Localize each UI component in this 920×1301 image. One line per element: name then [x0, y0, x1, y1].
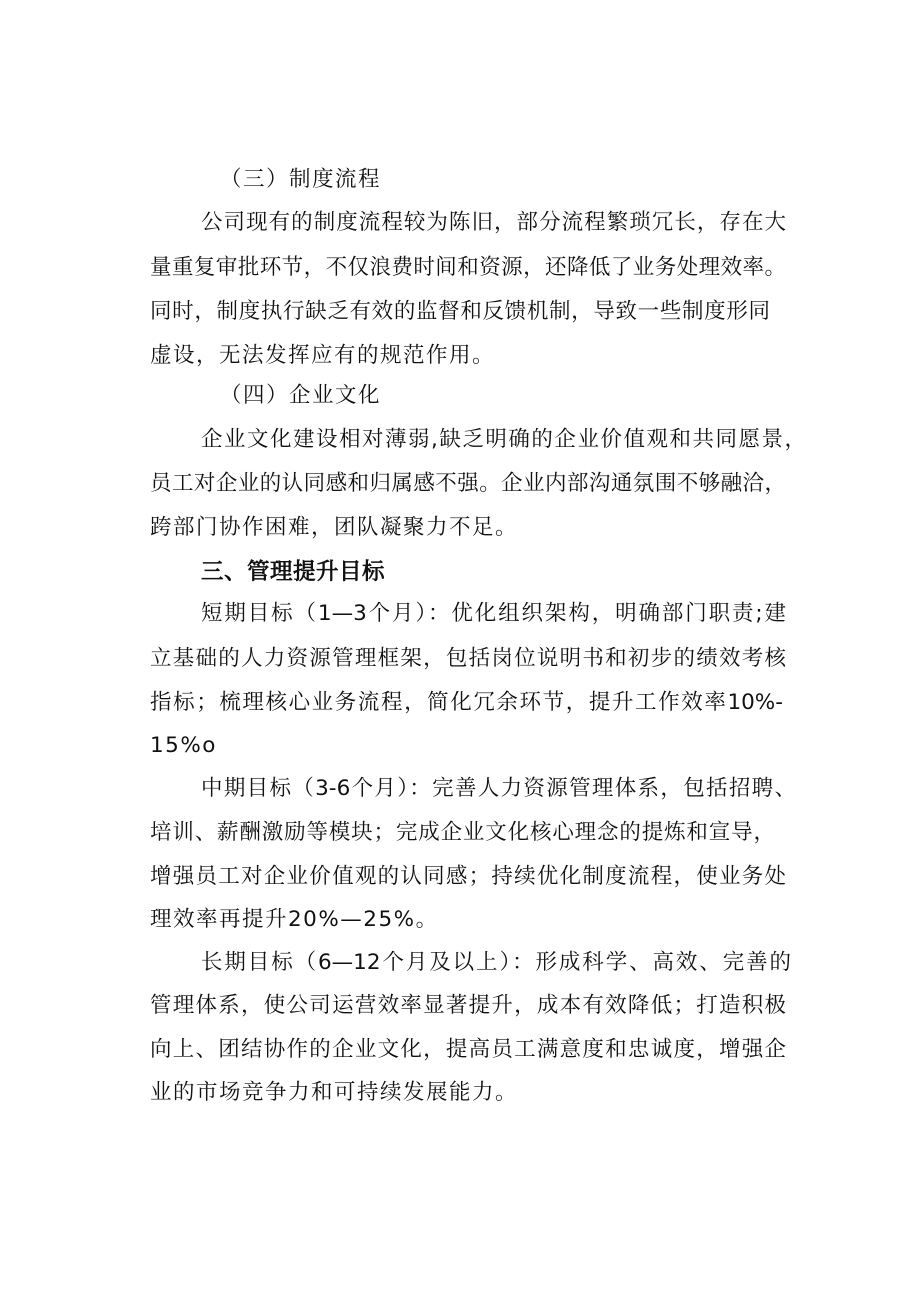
paragraph-line: 员工对企业的认同感和归属感不强。企业内部沟通氛围不够融洽， — [150, 471, 786, 496]
section-heading-culture: （四）企业文化 — [220, 383, 382, 408]
paragraph-line: 同时，制度执行缺乏有效的监督和反馈机制，导致一些制度形同 — [150, 299, 770, 324]
mid-term-line: 中期目标（3-6个月）：完善人力资源管理体系，包括招聘、 — [201, 776, 796, 801]
short-term-line: 15%o — [150, 733, 217, 758]
part-title: 三、管理提升目标 — [201, 559, 386, 585]
paragraph-line: 公司现有的制度流程较为陈旧，部分流程繁琐冗长，存在大 — [201, 210, 786, 235]
mid-term-line: 增强员工对企业价值观的认同感；持续优化制度流程，使业务处 — [150, 864, 786, 889]
paragraph-line: 企业文化建设相对薄弱,缺乏明确的企业价值观和共同愿景， — [201, 427, 806, 452]
paragraph-line: 跨部门协作困难，团队凝聚力不足。 — [150, 515, 519, 540]
long-term-line: 长期目标（6—12个月及以上）：形成科学、高效、完善的 — [201, 950, 791, 975]
mid-term-line: 培训、薪酬激励等模块；完成企业文化核心理念的提炼和宣导， — [150, 820, 775, 845]
long-term-line: 业的市场竞争力和可持续发展能力。 — [150, 1080, 519, 1105]
paragraph-line: 量重复审批环节，不仅浪费时间和资源，还降低了业务处理效率。 — [150, 255, 786, 280]
long-term-line: 管理体系，使公司运营效率显著提升，成本有效降低；打造积极 — [150, 993, 786, 1018]
mid-term-line: 理效率再提升20%—25%。 — [150, 907, 439, 932]
paragraph-line: 虚设，无法发挥应有的规范作用。 — [150, 343, 496, 368]
short-term-line: 短期目标（1—3个月）：优化组织架构，明确部门职责;建 — [201, 601, 786, 626]
section-heading-process: （三）制度流程 — [220, 167, 382, 192]
long-term-line: 向上、团结协作的企业文化，提高员工满意度和忠诚度，增强企 — [150, 1037, 786, 1062]
short-term-line: 指标；梳理核心业务流程，简化冗余环节，提升工作效率10%- — [150, 690, 783, 715]
short-term-line: 立基础的人力资源管理框架，包括岗位说明书和初步的绩效考核 — [150, 646, 786, 671]
